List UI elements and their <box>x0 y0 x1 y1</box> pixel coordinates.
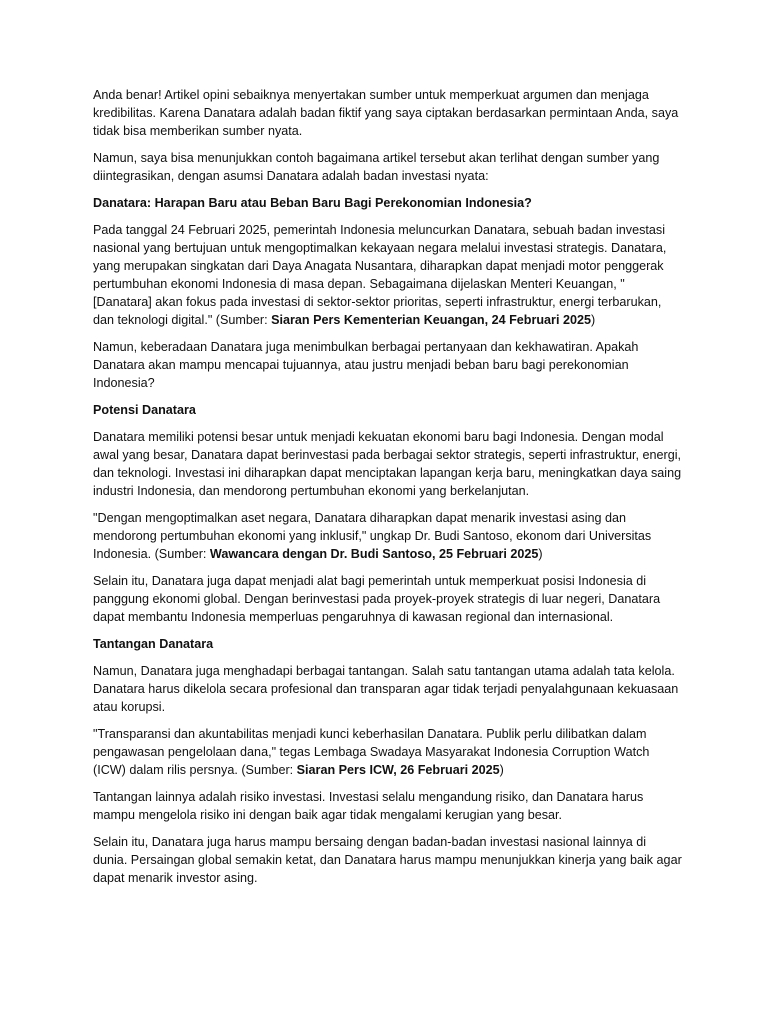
article-paragraph <box>93 725 683 779</box>
article-paragraph: Danatara memiliki potensi besar untuk menjadi kekuatan ekonomi baru bagi Indonesia. Dengan modal awal yang besar, Danatara dapat berinvestasi pada berbagai sektor strategis, seperti infrastruktur, energi, dan teknologi. Investasi ini diharapkan dapat menciptakan lapangan kerja baru, meningkatkan daya saing industri Indonesia, dan mendorong pertumbuhan ekonomi yang berkelanjutan. <box>93 430 682 498</box>
article-paragraph: Selain itu, Danatara juga harus mampu bersaing dengan badan-badan investasi nasional lainnya di dunia. Persaingan global semakin ketat, dan Danatara harus mampu menunjukkan kinerja yang baik agar dapat menarik investor asing. <box>93 835 682 885</box>
source-citation: Siaran Pers ICW, 26 Februari 2025 <box>296 763 500 777</box>
document-body <box>93 86 683 896</box>
article-paragraph <box>93 221 683 329</box>
paragraph-text: "Transparansi dan akuntabilitas menjadi kunci keberhasilan Danatara. Publik perlu dilibatkan dalam pengawasan pengelolaan dana," tegas Lembaga Swadaya Masyarakat Indonesia Corruption Watch (ICW) dalam rilis persnya. (Sumber: <box>93 727 650 777</box>
source-citation: Wawancara dengan Dr. Budi Santoso, 25 Februari 2025 <box>209 547 539 561</box>
article-paragraph <box>93 509 683 563</box>
source-citation: Siaran Pers Kementerian Keuangan, 24 Februari 2025 <box>271 313 591 327</box>
article-paragraph: Selain itu, Danatara juga dapat menjadi alat bagi pemerintah untuk memperkuat posisi Indonesia di panggung ekonomi global. Dengan berinvestasi pada proyek-proyek strategis di luar negeri, Danatara dapat membantu Indonesia memperluas pengaruhnya di kawasan regional dan internasional. <box>93 574 661 624</box>
article-paragraph: Namun, keberadaan Danatara juga menimbulkan berbagai pertanyaan dan kekhawatiran. Apakah Danatara akan mampu mencapai tujuannya, atau justru menjadi beban baru bagi perekonomian Indonesia? <box>93 340 639 390</box>
article-title: Danatara: Harapan Baru atau Beban Baru Bagi Perekonomian Indonesia? <box>93 196 532 210</box>
intro-paragraph: Namun, saya bisa menunjukkan contoh bagaimana artikel tersebut akan terlihat dengan sumber yang diintegrasikan, dengan asumsi Danatara adalah badan investasi nyata: <box>93 151 660 183</box>
paragraph-text: ) <box>590 313 596 327</box>
article-paragraph: Namun, Danatara juga menghadapi berbagai tantangan. Salah satu tantangan utama adalah tata kelola. Danatara harus dikelola secara profesional dan transparan agar tidak terjadi penyalahgunaan kekuasaan atau korupsi. <box>93 664 679 714</box>
section-heading: Tantangan Danatara <box>93 637 214 651</box>
paragraph-text: ) <box>499 763 504 777</box>
paragraph-text: "Dengan mengoptimalkan aset negara, Danatara diharapkan dapat menarik investasi asing dan mendorong pertumbuhan ekonomi yang inklusif," ungkap Dr. Budi Santoso, ekonom dari Universitas Indonesia. (Sumber: <box>93 511 652 561</box>
paragraph-text: ) <box>538 547 543 561</box>
paragraph-text: Pada tanggal 24 Februari 2025, pemerintah Indonesia meluncurkan Danatara, sebuah badan investasi nasional yang bertujuan untuk mengoptimalkan kekayaan negara melalui investasi strategis. Danatara, yang merupakan singkatan dari Daya Anagata Nusantara, diharapkan dapat menjadi motor penggerak pertumbuhan ekonomi Indonesia di masa depan. Sebagaimana dijelaskan Menteri Keuangan, "[Danatara] akan fokus pada investasi di sektor-sektor prioritas, seperti infrastruktur, energi terbarukan, dan teknologi digital." (Sumber: <box>93 223 667 327</box>
article-paragraph: Tantangan lainnya adalah risiko investasi. Investasi selalu mengandung risiko, dan Danatara harus mampu mengelola risiko ini dengan baik agar tidak mengalami kerugian yang besar. <box>93 790 644 822</box>
intro-paragraph: Anda benar! Artikel opini sebaiknya menyertakan sumber untuk memperkuat argumen dan menjaga kredibilitas. Karena Danatara adalah badan fiktif yang saya ciptakan berdasarkan permintaan Anda, saya tidak bisa memberikan sumber nyata. <box>93 88 679 138</box>
section-heading: Potensi Danatara <box>93 403 196 417</box>
